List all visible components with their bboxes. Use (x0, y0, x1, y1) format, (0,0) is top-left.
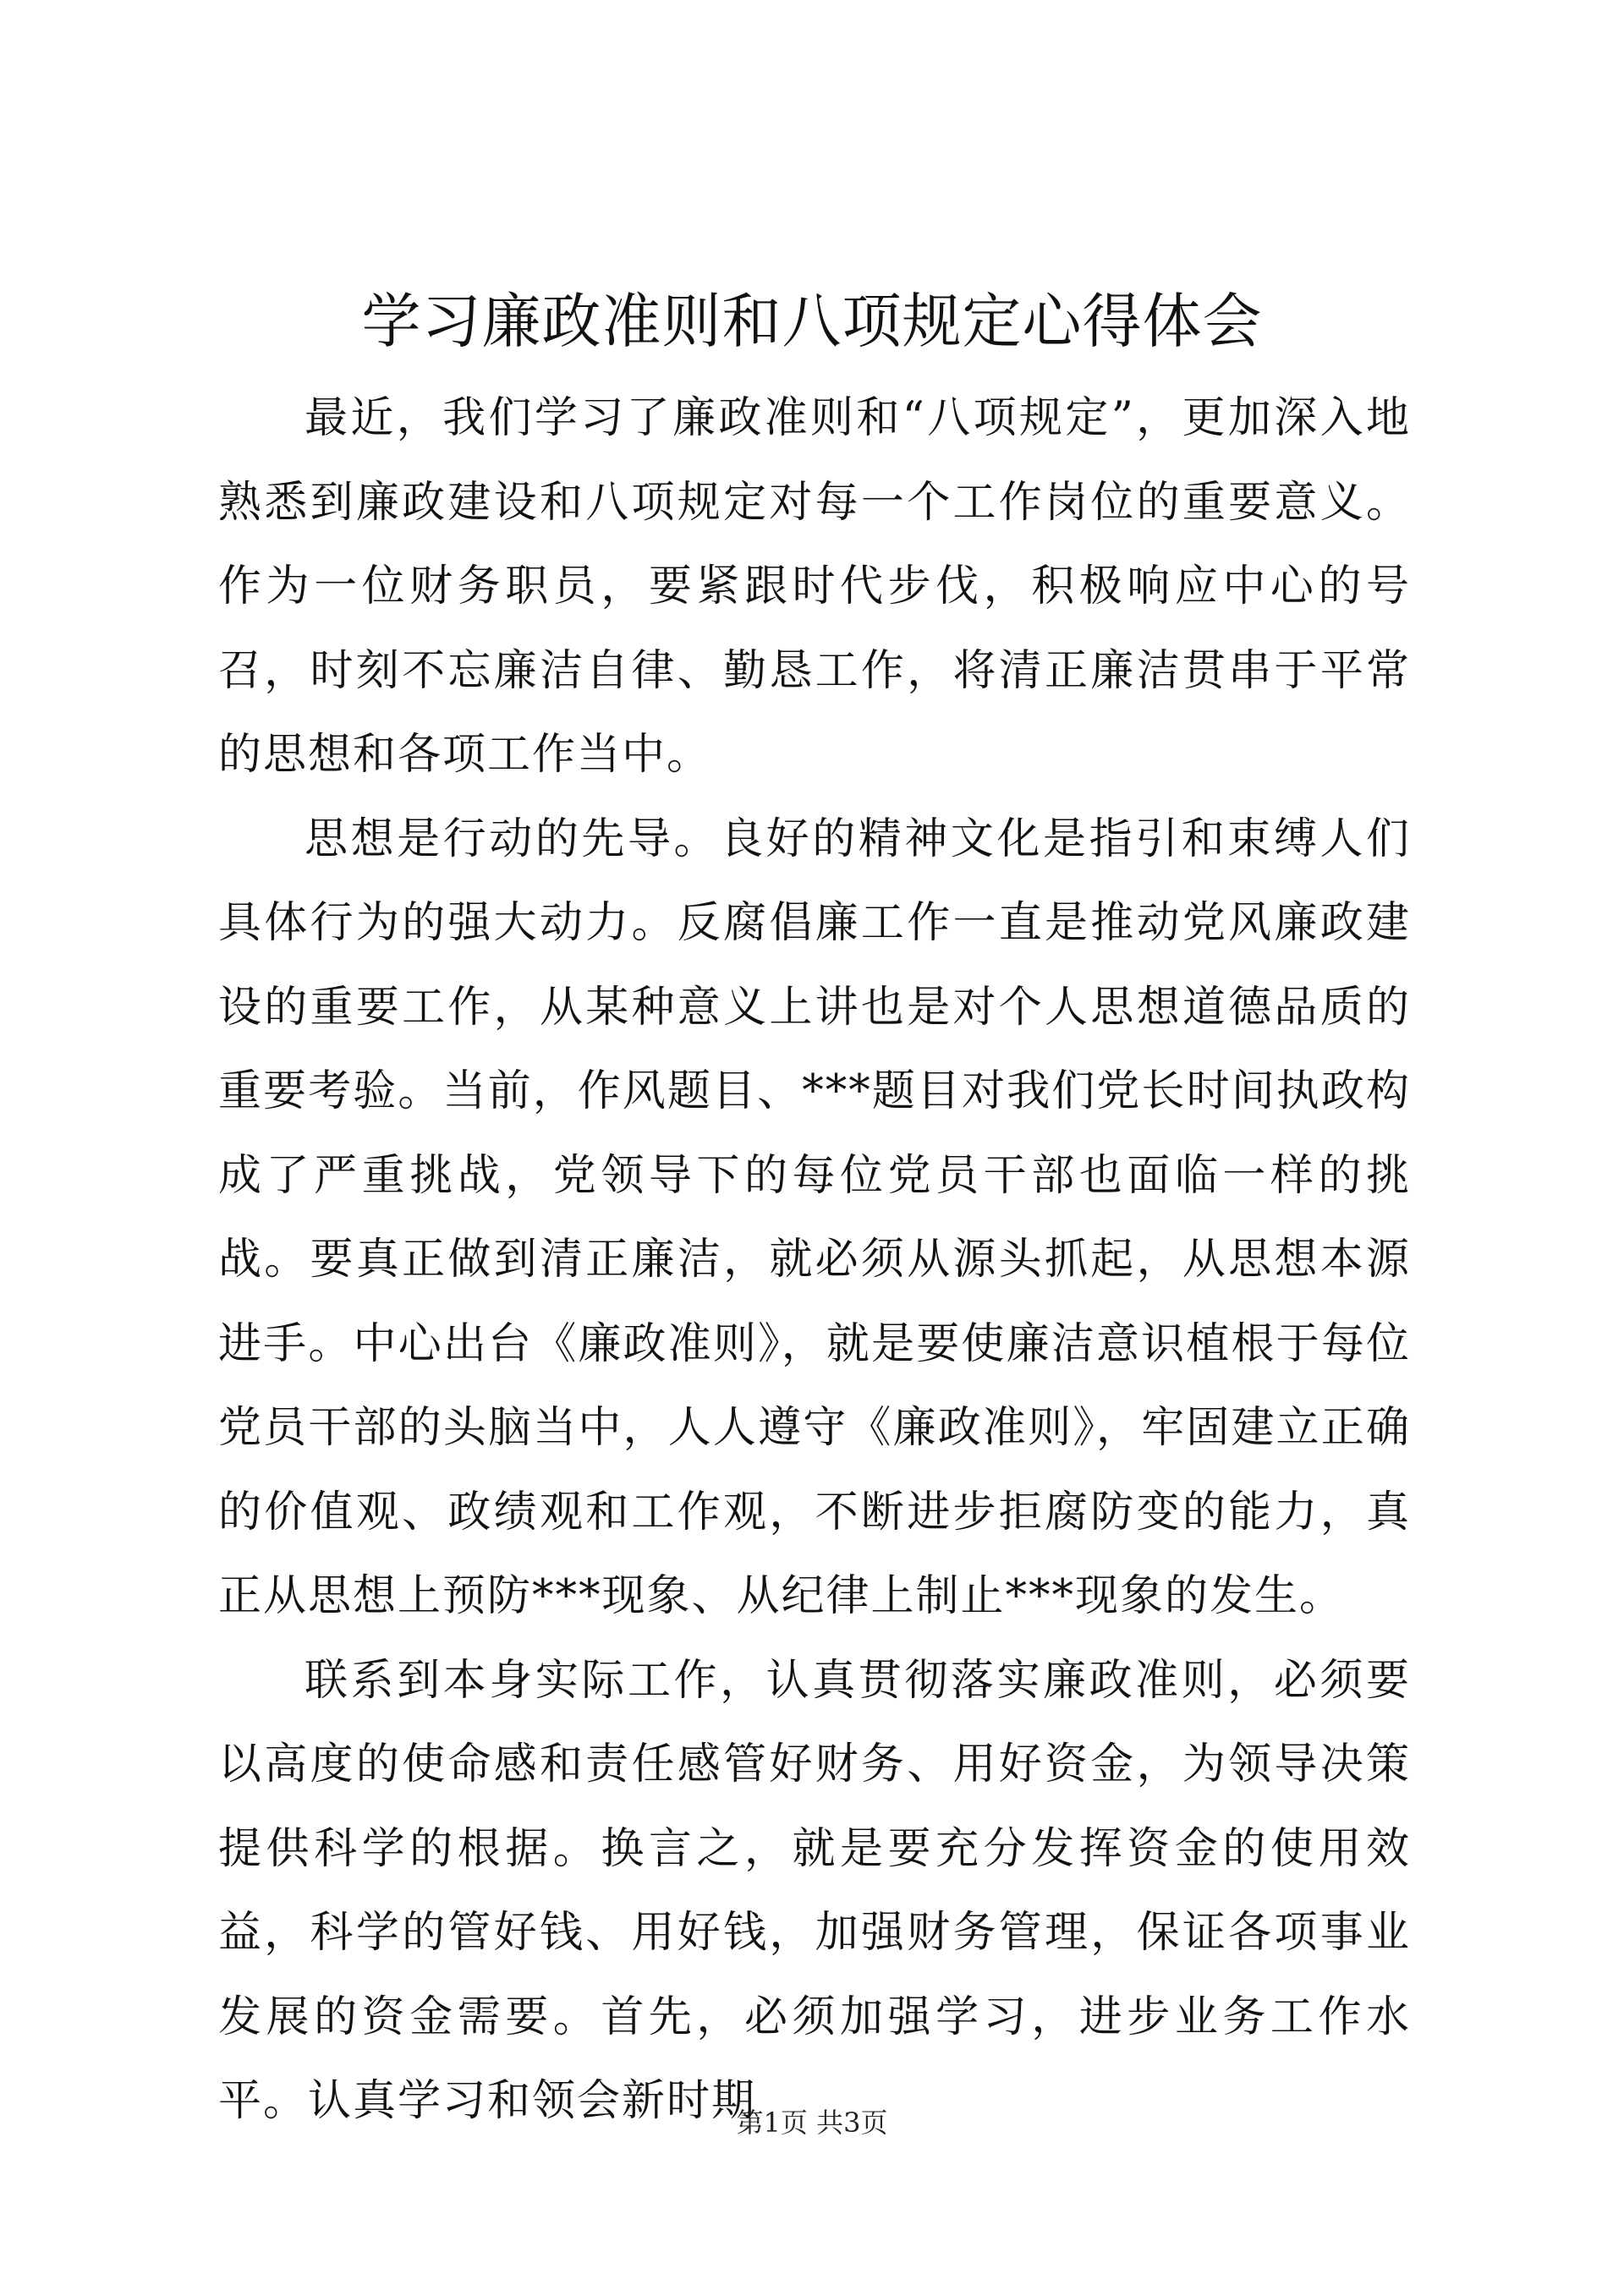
document-body (218, 376, 1411, 2144)
paragraph-2: 思想是行动的先导。良好的精神文化是指引和束缚人们具体行为的强大动力。反腐倡廉工作一直是推动党风廉政建设的重要工作，从某种意义上讲也是对个人思想道德品质的重要考验。当前，作风题目、***题目对我们党长时间执政构成了严重挑战，党领导下的每位党员干部也面临一样的挑战。要真正做到清正廉洁，就必须从源头抓起，从思想本源进手。中心出台《廉政准则》，就是要使廉洁意识植根于每位党员干部的头脑当中，人人遵守《廉政准则》，牢固建立正确的价值观、政绩观和工作观，不断进步拒腐防变的能力，真正从思想上预防***现象、从纪律上制止***现象的发生。 (218, 814, 1411, 1621)
page-footer: 第1页 共3页 (736, 2107, 888, 2139)
paragraph-1: 最近，我们学习了廉政准则和“八项规定”，更加深入地熟悉到廉政建设和八项规定对每一个工作岗位的重要意义。作为一位财务职员，要紧跟时代步伐，积极响应中心的号召，时刻不忘廉洁自律、勤恳工作，将清正廉洁贯串于平常的思想和各项工作当中。 (218, 393, 1411, 780)
paragraph-3: 联系到本身实际工作，认真贯彻落实廉政准则，必须要以高度的使命感和责任感管好财务、用好资金，为领导决策提供科学的根据。换言之，就是要充分发挥资金的使用效益，科学的管好钱、用好钱，加强财务管理，保证各项事业发展的资金需要。首先，必须加强学习，进步业务工作水平。认真学习和领会新时期 (218, 1655, 1411, 2126)
document-title: 学习廉政准则和八项规定心得体会 (361, 287, 1263, 356)
